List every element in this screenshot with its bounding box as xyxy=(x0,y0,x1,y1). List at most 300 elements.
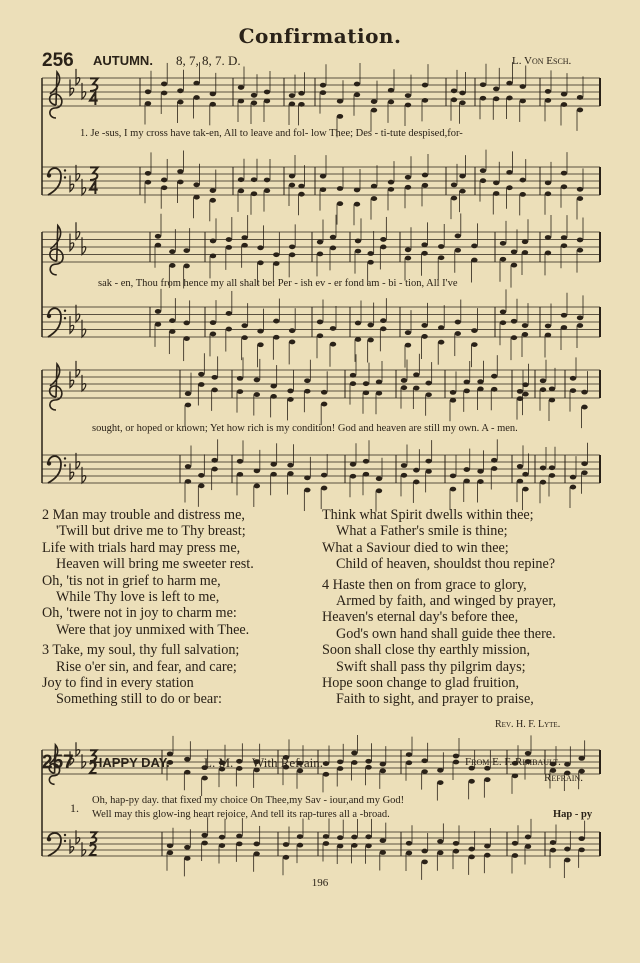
note-head xyxy=(480,96,486,101)
note-head xyxy=(401,378,407,383)
note-head xyxy=(484,777,490,782)
tune-name: HAPPY DAY. xyxy=(93,755,170,770)
note-head xyxy=(183,320,189,325)
note-head xyxy=(471,342,477,347)
note-head xyxy=(561,235,567,240)
note-head xyxy=(522,250,528,255)
note-head xyxy=(480,168,486,173)
note-head xyxy=(363,472,369,477)
note-head xyxy=(545,251,551,256)
note-head xyxy=(540,466,546,471)
note-head xyxy=(376,380,382,385)
note-head xyxy=(401,473,407,478)
note-head xyxy=(453,849,459,854)
note-head xyxy=(289,183,295,188)
note-head xyxy=(169,249,175,254)
stanza-text: Haste then on from grace to glory, xyxy=(332,576,527,593)
stanza-line: Heaven's eternal day's before thee, xyxy=(322,609,519,626)
note-head xyxy=(297,843,303,848)
note-head xyxy=(193,81,199,86)
note-head xyxy=(365,765,371,770)
note-head xyxy=(321,390,327,395)
note-head xyxy=(477,379,483,384)
note-head xyxy=(257,342,263,347)
stanza-line: Something still to do or bear: xyxy=(56,691,222,708)
note-head xyxy=(438,255,444,260)
note-head xyxy=(193,182,199,187)
note-head xyxy=(184,757,190,762)
note-head xyxy=(512,841,518,846)
note-head xyxy=(367,260,373,265)
note-head xyxy=(455,331,461,336)
stanza-line xyxy=(42,642,254,658)
note-head xyxy=(185,479,191,484)
note-head xyxy=(351,843,357,848)
bass-clef xyxy=(47,837,51,841)
note-head xyxy=(238,177,244,182)
note-head xyxy=(210,198,216,203)
note-head xyxy=(561,313,567,318)
note-head xyxy=(363,459,369,464)
note-head xyxy=(549,398,555,403)
note-head xyxy=(577,196,583,201)
note-head xyxy=(337,766,343,771)
stanza-line: Soon shall close thy earthly mission, xyxy=(322,642,531,659)
note-head xyxy=(577,108,583,113)
note-head xyxy=(251,101,257,106)
note-head xyxy=(337,114,343,119)
note-head xyxy=(371,99,377,104)
stanza-line xyxy=(322,577,556,593)
note-head xyxy=(545,89,551,94)
note-head xyxy=(545,333,551,338)
note-head xyxy=(283,842,289,847)
note-head xyxy=(578,756,584,761)
note-head xyxy=(237,376,243,381)
stanza-line: Oh, 'twere not in joy to charm me: xyxy=(42,605,237,622)
note-head xyxy=(321,486,327,491)
note-head xyxy=(365,759,371,764)
note-head xyxy=(545,324,551,329)
note-head xyxy=(219,835,225,840)
note-head xyxy=(550,840,556,845)
flat-sign xyxy=(70,839,74,853)
note-head xyxy=(388,88,394,93)
note-head xyxy=(464,388,470,393)
note-head xyxy=(376,391,382,396)
note-head xyxy=(145,101,151,106)
note-head xyxy=(337,844,343,849)
note-head xyxy=(365,843,371,848)
note-head xyxy=(211,467,217,472)
stanza-text: Man may trouble and distress me, xyxy=(52,507,245,523)
note-head xyxy=(577,315,583,320)
note-head xyxy=(289,328,295,333)
note-head xyxy=(577,323,583,328)
note-head xyxy=(337,835,343,840)
note-head xyxy=(468,779,474,784)
note-head xyxy=(198,473,204,478)
stanza-line: What a Father's smile is thine; xyxy=(336,523,508,540)
note-head xyxy=(549,465,555,470)
note-head xyxy=(520,84,526,89)
note-head xyxy=(406,841,412,846)
note-head xyxy=(405,256,411,261)
note-head xyxy=(363,381,369,386)
note-head xyxy=(437,839,443,844)
note-head xyxy=(455,234,461,239)
note-head xyxy=(183,264,189,269)
note-head xyxy=(210,320,216,325)
flat-sign xyxy=(70,316,74,333)
note-head xyxy=(177,100,183,105)
note-head xyxy=(376,488,382,493)
note-head xyxy=(564,847,570,852)
note-head xyxy=(468,855,474,860)
note-head xyxy=(484,844,490,849)
note-head xyxy=(201,833,207,838)
note-head xyxy=(577,238,583,243)
note-head xyxy=(355,239,361,244)
note-head xyxy=(464,467,470,472)
note-head xyxy=(289,93,295,98)
note-head xyxy=(522,472,528,477)
note-head xyxy=(380,762,386,767)
note-head xyxy=(185,391,191,396)
note-head xyxy=(241,323,247,328)
note-head xyxy=(210,239,216,244)
note-head xyxy=(201,841,207,846)
note-head xyxy=(425,469,431,474)
note-head xyxy=(264,90,270,95)
bass-clef xyxy=(64,310,66,312)
note-head xyxy=(500,320,506,325)
note-head xyxy=(421,242,427,247)
note-head xyxy=(421,758,427,763)
note-head xyxy=(581,405,587,410)
note-head xyxy=(517,464,523,469)
note-head xyxy=(298,184,304,189)
note-head xyxy=(304,475,310,480)
bass-clef xyxy=(64,464,66,466)
note-head xyxy=(238,188,244,193)
hymn-number: 256 xyxy=(42,50,74,71)
note-head xyxy=(506,81,512,86)
note-head xyxy=(304,389,310,394)
note-head xyxy=(545,235,551,240)
note-head xyxy=(237,472,243,477)
note-head xyxy=(337,759,343,764)
note-head xyxy=(321,402,327,407)
note-head xyxy=(367,338,373,343)
note-head xyxy=(320,174,326,179)
note-head xyxy=(337,99,343,104)
note-head xyxy=(169,263,175,268)
note-head xyxy=(236,834,242,839)
note-head xyxy=(257,329,263,334)
note-head xyxy=(561,243,567,248)
note-head xyxy=(511,263,517,268)
note-head xyxy=(401,385,407,390)
note-head xyxy=(330,235,336,240)
note-head xyxy=(198,372,204,377)
note-head xyxy=(438,325,444,330)
note-head xyxy=(155,309,161,314)
note-head xyxy=(198,483,204,488)
note-head xyxy=(365,834,371,839)
note-head xyxy=(570,376,576,381)
flat-sign xyxy=(70,175,74,191)
stanzas-left xyxy=(42,507,254,708)
note-head xyxy=(388,180,394,185)
stanza-line: Hope soon change to glad fruition, xyxy=(322,675,520,692)
stanza-number: 3 xyxy=(42,642,50,659)
bass-clef xyxy=(64,840,66,842)
note-head xyxy=(459,91,465,96)
note-head xyxy=(464,380,470,385)
note-head xyxy=(493,86,499,91)
note-head xyxy=(577,248,583,253)
stanza-line xyxy=(42,507,254,523)
note-head xyxy=(491,387,497,392)
note-head xyxy=(471,328,477,333)
meter: 8, 7, 8, 7. D. xyxy=(176,53,241,68)
note-head xyxy=(355,337,361,342)
note-head xyxy=(210,188,216,193)
note-head xyxy=(512,773,518,778)
note-head xyxy=(421,251,427,256)
note-head xyxy=(350,474,356,479)
note-head xyxy=(581,390,587,395)
composer: From E. F. Rimbault. xyxy=(465,756,561,768)
note-head xyxy=(161,91,167,96)
note-head xyxy=(236,766,242,771)
note-head xyxy=(493,180,499,185)
stanza-line: Rise o'er sin, and fear, and care; xyxy=(56,658,237,675)
note-head xyxy=(506,170,512,175)
note-head xyxy=(459,174,465,179)
note-head xyxy=(545,180,551,185)
bass-clef xyxy=(47,314,51,318)
note-head xyxy=(413,386,419,391)
note-head xyxy=(354,82,360,87)
note-head xyxy=(451,88,457,93)
note-head xyxy=(511,249,517,254)
note-head xyxy=(451,196,457,201)
note-head xyxy=(581,461,587,466)
note-head xyxy=(145,89,151,94)
note-head xyxy=(251,177,257,182)
note-head xyxy=(451,183,457,188)
note-head xyxy=(405,185,411,190)
flat-sign xyxy=(76,222,80,239)
note-head xyxy=(226,327,232,332)
note-head xyxy=(184,845,190,850)
note-head xyxy=(522,332,528,337)
note-head xyxy=(287,463,293,468)
stanza-number: 4 xyxy=(322,576,330,593)
note-head xyxy=(570,388,576,393)
note-head xyxy=(545,191,551,196)
bass-clef xyxy=(64,317,66,319)
treble-clef xyxy=(50,72,62,118)
note-head xyxy=(351,751,357,756)
bass-clef xyxy=(48,833,61,856)
note-head xyxy=(355,249,361,254)
note-head xyxy=(155,322,161,327)
note-head xyxy=(363,390,369,395)
note-head xyxy=(317,320,323,325)
note-head xyxy=(388,100,394,105)
lyric-line: sak - en, Thou from hence my all shalt be: Per - ish ev - er fond am - bi - tion, All I've xyxy=(98,278,458,289)
note-head xyxy=(512,853,518,858)
note-head xyxy=(522,392,528,397)
note-head xyxy=(540,378,546,383)
note-head xyxy=(451,97,457,102)
note-head xyxy=(577,95,583,100)
note-head xyxy=(321,473,327,478)
note-head xyxy=(455,248,461,253)
note-head xyxy=(201,776,207,781)
note-head xyxy=(226,237,232,242)
treble-clef xyxy=(50,226,63,275)
note-head xyxy=(437,850,443,855)
stanza-line: Heaven will bring me sweeter rest. xyxy=(56,556,254,573)
lyric-line: Well may this glow-ing heart rejoice, And tell its rap-tures all a -broad. xyxy=(92,809,390,820)
note-head xyxy=(564,858,570,863)
note-head xyxy=(237,389,243,394)
note-head xyxy=(264,178,270,183)
note-head xyxy=(380,245,386,250)
flat-sign xyxy=(70,234,74,251)
note-head xyxy=(380,237,386,242)
note-head xyxy=(254,392,260,397)
note-head xyxy=(330,326,336,331)
note-head xyxy=(270,384,276,389)
note-head xyxy=(406,760,412,765)
note-head xyxy=(500,241,506,246)
note-head xyxy=(298,102,304,107)
note-head xyxy=(323,772,329,777)
note-head xyxy=(210,91,216,96)
note-head xyxy=(253,851,259,856)
verse-number: 1. xyxy=(70,801,79,815)
note-head xyxy=(550,848,556,853)
note-head xyxy=(455,320,461,325)
note-head xyxy=(270,394,276,399)
note-head xyxy=(371,108,377,113)
stanzas-right xyxy=(322,507,556,708)
note-head xyxy=(273,261,279,266)
note-head xyxy=(177,169,183,174)
note-head xyxy=(257,260,263,265)
note-head xyxy=(273,319,279,324)
note-head xyxy=(350,373,356,378)
note-head xyxy=(561,325,567,330)
note-head xyxy=(421,323,427,328)
note-head xyxy=(254,484,260,489)
note-head xyxy=(500,257,506,262)
composer: L. Von Esch. xyxy=(512,55,572,67)
note-head xyxy=(236,759,242,764)
note-head xyxy=(161,178,167,183)
note-head xyxy=(500,310,506,315)
note-head xyxy=(371,184,377,189)
note-head xyxy=(405,93,411,98)
note-head xyxy=(405,343,411,348)
note-head xyxy=(561,184,567,189)
meter: L. M. xyxy=(204,755,234,770)
note-head xyxy=(371,196,377,201)
note-head xyxy=(540,480,546,485)
note-head xyxy=(453,760,459,765)
note-head xyxy=(522,323,528,328)
note-head xyxy=(237,459,243,464)
note-head xyxy=(167,843,173,848)
note-head xyxy=(145,180,151,185)
note-head xyxy=(289,340,295,345)
note-head xyxy=(380,768,386,773)
note-head xyxy=(177,180,183,185)
note-head xyxy=(241,243,247,248)
note-head xyxy=(298,192,304,197)
note-head xyxy=(425,381,431,386)
note-head xyxy=(183,336,189,341)
note-head xyxy=(493,96,499,101)
note-head xyxy=(561,171,567,176)
note-head xyxy=(517,479,523,484)
tune-name: AUTUMN. xyxy=(93,53,153,68)
note-head xyxy=(459,189,465,194)
note-head xyxy=(477,479,483,484)
note-head xyxy=(210,102,216,107)
bass-clef xyxy=(47,173,51,177)
note-head xyxy=(491,458,497,463)
note-head xyxy=(525,844,531,849)
note-head xyxy=(561,92,567,97)
note-head xyxy=(211,387,217,392)
note-head xyxy=(270,462,276,467)
note-head xyxy=(161,185,167,190)
note-head xyxy=(323,834,329,839)
refrain-label: Refrain. xyxy=(544,772,583,784)
note-head xyxy=(367,251,373,256)
time-signature xyxy=(90,832,97,843)
note-head xyxy=(401,463,407,468)
note-head xyxy=(453,841,459,846)
note-head xyxy=(522,487,528,492)
note-head xyxy=(421,334,427,339)
note-head xyxy=(570,485,576,490)
note-head xyxy=(413,480,419,485)
note-head xyxy=(198,382,204,387)
note-head xyxy=(241,335,247,340)
note-head xyxy=(253,842,259,847)
stanza-line: While Thy love is left to me, xyxy=(56,589,220,606)
note-head xyxy=(317,252,323,257)
note-head xyxy=(480,178,486,183)
note-head xyxy=(169,329,175,334)
note-head xyxy=(484,853,490,858)
note-head xyxy=(438,340,444,345)
note-head xyxy=(289,102,295,107)
note-head xyxy=(273,335,279,340)
note-head xyxy=(273,252,279,257)
note-head xyxy=(254,378,260,383)
stanza-line: God's own hand shall guide thee there. xyxy=(336,625,556,642)
note-head xyxy=(493,191,499,196)
note-head xyxy=(289,244,295,249)
